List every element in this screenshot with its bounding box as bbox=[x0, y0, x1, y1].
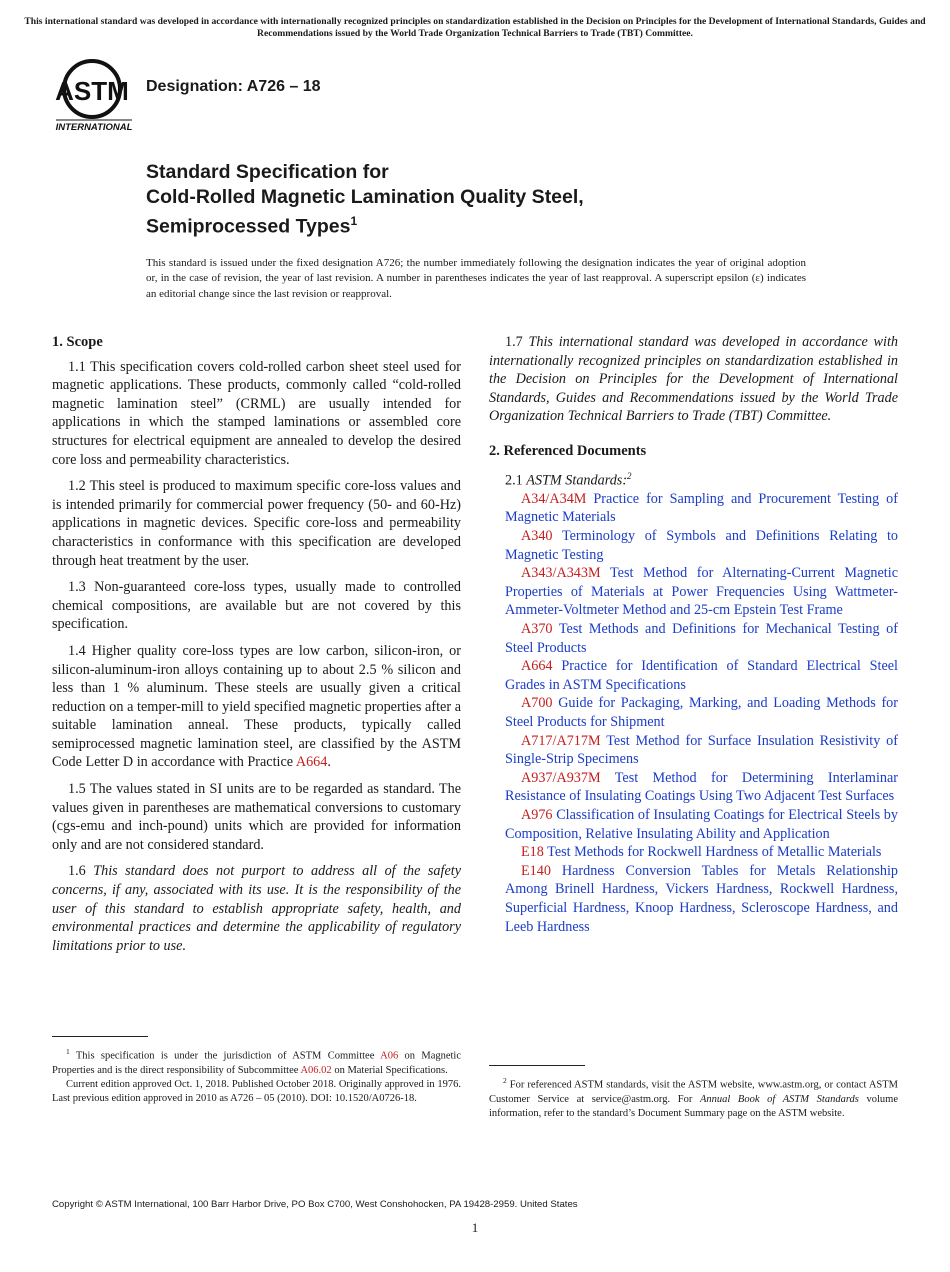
link-a06[interactable]: A06 bbox=[380, 1050, 399, 1062]
para-1-3: 1.3 Non-guaranteed core-loss types, usually made to controlled chemical compositions, are available but are not covered by this specification. bbox=[52, 579, 461, 633]
right-column bbox=[489, 333, 898, 936]
reference-title-link[interactable]: Test Method for Determining Interlaminar Resistance of Insulating Coatings Using Two Adjacent Test Surfaces bbox=[505, 769, 899, 805]
reference-designation-link[interactable]: A717/A717M bbox=[521, 732, 601, 749]
footnote-rule-right bbox=[489, 1065, 585, 1066]
footnote-1: $^1$ This specification is under the jurisdiction of ASTM Committee A06 on Magnetic Properties and is the direct responsibility of Subcommittee A06.02 on Material Specifications. Current edition approved Oct. 1, 2018. Published October 2018. Originally approved in 1976. Last previous edition approved in 2010 as A726 – 05 (2010). DOI: 10.1520/A0726-18. bbox=[52, 1045, 461, 1106]
link-a664[interactable]: A664 bbox=[295, 754, 328, 771]
reference-title-link[interactable]: Practice for Identification of Standard Electrical Steel Grades in ASTM Specifications bbox=[505, 658, 899, 693]
reference-list bbox=[489, 490, 898, 936]
reference-designation-link[interactable]: A664 bbox=[521, 658, 553, 675]
footnote-1-edition: Current edition approved Oct. 1, 2018. Published October 2018. Originally approved in 1976. Last previous edition approved in 2010 as A726 – 05 (2010). DOI: 10.1520/A0726-18. bbox=[52, 1078, 461, 1105]
para-1-7: 1.7 This international standard was developed in accordance with internationally recognized principles on standardization established in the Decision on Principles for the Development of International Standards, Guides and Recommendations issued by the World Trade Organization Technical Barriers to Trade (TBT) Committee. bbox=[489, 334, 898, 425]
link-a06-02[interactable]: A06.02 bbox=[300, 1064, 332, 1076]
astm-standards-subheading: 2.1 ASTM Standards:$^2$ bbox=[505, 470, 632, 489]
reference-item bbox=[489, 862, 898, 936]
reference-title-link[interactable]: Practice for Sampling and Procurement Testing of Magnetic Materials bbox=[505, 490, 899, 526]
para-1-4: 1.4 Higher quality core-loss types are low carbon, silicon-iron, or silicon-aluminum-iron alloys containing up to about 2.5 % silicon and less than 1 % aluminum. These steels are usually given a critical reduction on a temper-mill to yield specified magnetic properties after a suitable lamination anneal. These products, typically called semiprocessed magnetic lamination steel, are classified by the ASTM Code Letter D in accordance with Practice A664. bbox=[52, 642, 461, 771]
reference-designation-link[interactable]: A370 bbox=[521, 621, 553, 638]
reference-title-link[interactable]: Test Methods and Definitions for Mechanical Testing of Steel Products bbox=[505, 621, 898, 656]
reference-item bbox=[489, 843, 898, 862]
para-1-6: 1.6 This standard does not purport to address all of the safety concerns, if any, associated with its use. It is the responsibility of the user of this standard to establish appropriate safety, health, and environmental practices and determine the applicability of regulatory limitations prior to use. bbox=[52, 863, 461, 954]
reference-designation-link[interactable]: A976 bbox=[521, 806, 553, 823]
para-1-1: 1.1 This specification covers cold-rolled carbon sheet steel used for magnetic applications. These products, commonly called “cold-rolled magnetic lamination steel” (CRML) are usually intended for applications in which the stamped laminations or assembled core structures for electrical equipment are annealed to develop the desired core loss and permeability characteristics. bbox=[52, 358, 461, 468]
reference-item bbox=[489, 620, 898, 657]
reference-item bbox=[489, 732, 898, 769]
title-line-1: Standard Specification for bbox=[146, 161, 389, 183]
left-column bbox=[52, 333, 461, 963]
logo-letters: ASTM bbox=[55, 76, 129, 106]
designation: Designation: A726 – 18 bbox=[146, 78, 321, 95]
para-1-2: 1.2 This steel is produced to maximum specific core-loss values and is intended primarily for commercial power frequency (50- and 60-Hz) applications in magnetic devices. Specific core-loss and permeability characteristics in conformance with this specification are developed through heat treatment by the user. bbox=[52, 478, 461, 569]
reference-designation-link[interactable]: A340 bbox=[521, 528, 553, 545]
reference-item bbox=[489, 527, 898, 564]
reference-title-link[interactable]: Hardness Conversion Tables for Metals Relationship Among Brinell Hardness, Vickers Hardness, Rockwell Hardness, Superficial Hardness, Knoop Hardness, Scleroscope Hardness, and Leeb Hardness bbox=[505, 862, 898, 935]
reference-designation-link[interactable]: A700 bbox=[521, 695, 553, 712]
section-scope-heading: 1. Scope bbox=[52, 334, 103, 350]
reference-designation-link[interactable]: A937/A937M bbox=[521, 769, 601, 786]
top-notice: This international standard was developed in accordance with internationally recognized principles on standardization established in the Decision on Principles for the Development of International Standards, Guides and Recommendations issued by the World Trade Organization Technical Barriers to Trade (TBT) Committee. bbox=[24, 16, 926, 39]
document-title bbox=[146, 160, 866, 239]
reference-item bbox=[489, 564, 898, 620]
footnote-rule-left bbox=[52, 1036, 148, 1037]
para-1-5: 1.5 The values stated in SI units are to be regarded as standard. The values given in parentheses are mathematical conversions to customary (cgs-emu and inch-pound) units which are provided for information only and are not considered standard. bbox=[52, 781, 461, 853]
reference-item bbox=[489, 694, 898, 731]
reference-title-link[interactable]: Guide for Packaging, Marking, and Loading Methods for Steel Products for Shipment bbox=[505, 695, 898, 731]
copyright: Copyright © ASTM International, 100 Barr Harbor Drive, PO Box C700, West Conshohocken, PA 19428-2959. United States bbox=[52, 1199, 578, 1210]
title-line-2: Cold-Rolled Magnetic Lamination Quality Steel, bbox=[146, 185, 584, 208]
section-referenced-documents-heading: 2. Referenced Documents bbox=[489, 442, 647, 459]
reference-designation-link[interactable]: E18 bbox=[521, 844, 544, 861]
reference-item bbox=[489, 657, 898, 694]
reference-designation-link[interactable]: E140 bbox=[521, 862, 551, 879]
reference-item bbox=[489, 806, 898, 843]
reference-title-link[interactable]: Test Method for Alternating-Current Magnetic Properties of Materials at Power Frequencies Using Wattmeter-Ammeter-Voltmeter Method and 25-cm Epstein Test Frame bbox=[505, 565, 898, 619]
astm-logo bbox=[52, 56, 136, 134]
reference-item bbox=[489, 769, 898, 806]
reference-designation-link[interactable]: A343/A343M bbox=[521, 565, 601, 582]
footnote-2: $^2$ For referenced ASTM standards, visit the ASTM website, www.astm.org, or contact ASTM Customer Service at service@astm.org. For Annual Book of ASTM Standards volume information, refer to the standard’s Document Summary page on the ASTM website. bbox=[489, 1076, 898, 1119]
title-line-3: Semiprocessed Types$^1$ bbox=[146, 214, 358, 238]
reference-item bbox=[489, 490, 898, 527]
issuance-note: This standard is issued under the fixed designation A726; the number immediately following the designation indicates the year of original adoption or, in the case of revision, the year of last revision. A number in parentheses indicates the year of last reapproval. A superscript epsilon (ε) indicates an editorial change since the last revision or reapproval. bbox=[146, 257, 806, 300]
reference-title-link[interactable]: Test Methods for Rockwell Hardness of Metallic Materials bbox=[547, 844, 882, 861]
reference-title-link[interactable]: Terminology of Symbols and Definitions Relating to Magnetic Testing bbox=[505, 528, 898, 563]
reference-designation-link[interactable]: A34/A34M bbox=[521, 490, 587, 507]
reference-title-link[interactable]: Test Method for Surface Insulation Resistivity of Single-Strip Specimens bbox=[505, 732, 898, 768]
reference-title-link[interactable]: Classification of Insulating Coatings for Electrical Steels by Composition, Relative Insulating Ability and Application bbox=[505, 806, 898, 842]
logo-label: INTERNATIONAL bbox=[55, 122, 133, 133]
page-number: 1 bbox=[471, 1220, 479, 1235]
